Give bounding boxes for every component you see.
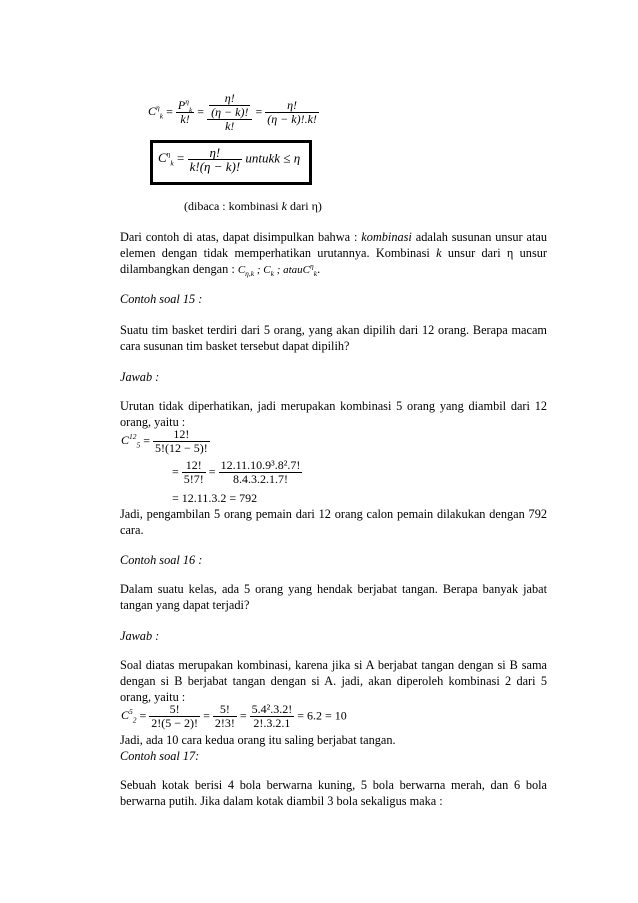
example-15-formula-1: $C^{12}_5$ = $\frac{12!}{5!(12 - 5)!}$: [121, 427, 208, 455]
example-17-heading: Contoh soal 17:: [120, 749, 200, 763]
example-16-formula: $C^5_2$ = $\frac{5!}{2!(5 - 2)!}$ = $\frac{5!}{2!3!}$ = $\frac{\text{5.4².3.2!}}{2!.3.2.1}$ = 6.2 = 10: [121, 702, 347, 730]
formula-combination-derivation: $C^\eta_k$ = $\frac{P^\eta_k}{k!}$ = $\frac{\frac{\eta!}{(\eta - k)!}}{k!}$ = $\frac{\eta!}{(\eta - k)!.k!}$: [148, 91, 317, 133]
fraction-compound: $\frac{\frac{\eta!}{(\eta - k)!}}{k!}$: [207, 92, 252, 133]
example-15-formula-2: = $\frac{12!}{5!7!}$ = $\frac{\text{12.11.10.9³.8².7!}}{8.4.3.2.1.7!}$: [172, 458, 301, 486]
example-15-conclusion: Jadi, pengambilan 5 orang pemain dari 12 orang calon pemain dilakukan dengan 792 cara.: [120, 507, 547, 537]
example-16-question: Dalam suatu kelas, ada 5 orang yang hendak berjabat tangan. Berapa banyak jabat tangan yang dapat terjadi?: [120, 582, 547, 612]
example-15-formula-3: = 12.11.3.2 = 792: [172, 491, 258, 505]
definition-paragraph: Dari contoh di atas, dapat disimpulkan bahwa : kombinasi adalah susunan unsur atau elemen dengan tidak memperhatikan urutannya. Kombinasi k unsur dari η unsur dilambangkan dengan : $C_{\eta,k}$ ; $C_k$ ; atauC$^\eta_k$.: [120, 230, 547, 279]
example-16-answer-label: Jawab :: [120, 629, 160, 643]
example-15-heading: Contoh soal 15 :: [120, 292, 203, 306]
reading-note: (dibaca : kombinasi k dari η): [184, 199, 322, 213]
example-16-heading: Contoh soal 16 :: [120, 553, 203, 567]
notation: $C_{\eta,k}$ ; $C_k$ ; atauC$^\eta_k$: [237, 261, 318, 279]
formula-lhs: $C^\eta_k$: [148, 103, 164, 121]
example-15-question: Suatu tim basket terdiri dari 5 orang, yang akan dipilih dari 12 orang. Berapa macam cara susunan tim basket tersebut dapat dipilih?: [120, 323, 547, 353]
formula-combination-definition: $C^\eta_k$ = $\frac{\eta!}{k!(\eta - k)!}$ untukk ≤ η: [158, 145, 301, 174]
example-15-answer-label: Jawab :: [120, 370, 160, 384]
example-17-question: Sebuah kotak berisi 4 bola berwarna kuning, 5 bola berwarna merah, dan 6 bola berwarna putih. Jika dalam kotak diambil 3 bola sekaligus maka :: [120, 778, 547, 808]
example-16-answer-text: Soal diatas merupakan kombinasi, karena jika si A berjabat tangan dengan si B sama dengan si B berjabat tangan dengan si A. jadi, akan diperoleh kombinasi 2 dari 5 orang, yaitu :: [120, 658, 547, 704]
example-15-answer-text: Urutan tidak diperhatikan, jadi merupakan kombinasi 5 orang yang diambil dari 12 orang, yaitu :: [120, 399, 547, 429]
fraction-permutation-over-k: $\frac{P^\eta_k}{k!}$: [177, 97, 193, 126]
term-kombinasi: kombinasi: [361, 230, 412, 244]
example-16-conclusion: Jadi, ada 10 cara kedua orang itu saling berjabat tangan.: [120, 733, 396, 747]
fraction-final: $\frac{\eta!}{(\eta - k)!.k!}$: [267, 98, 317, 126]
